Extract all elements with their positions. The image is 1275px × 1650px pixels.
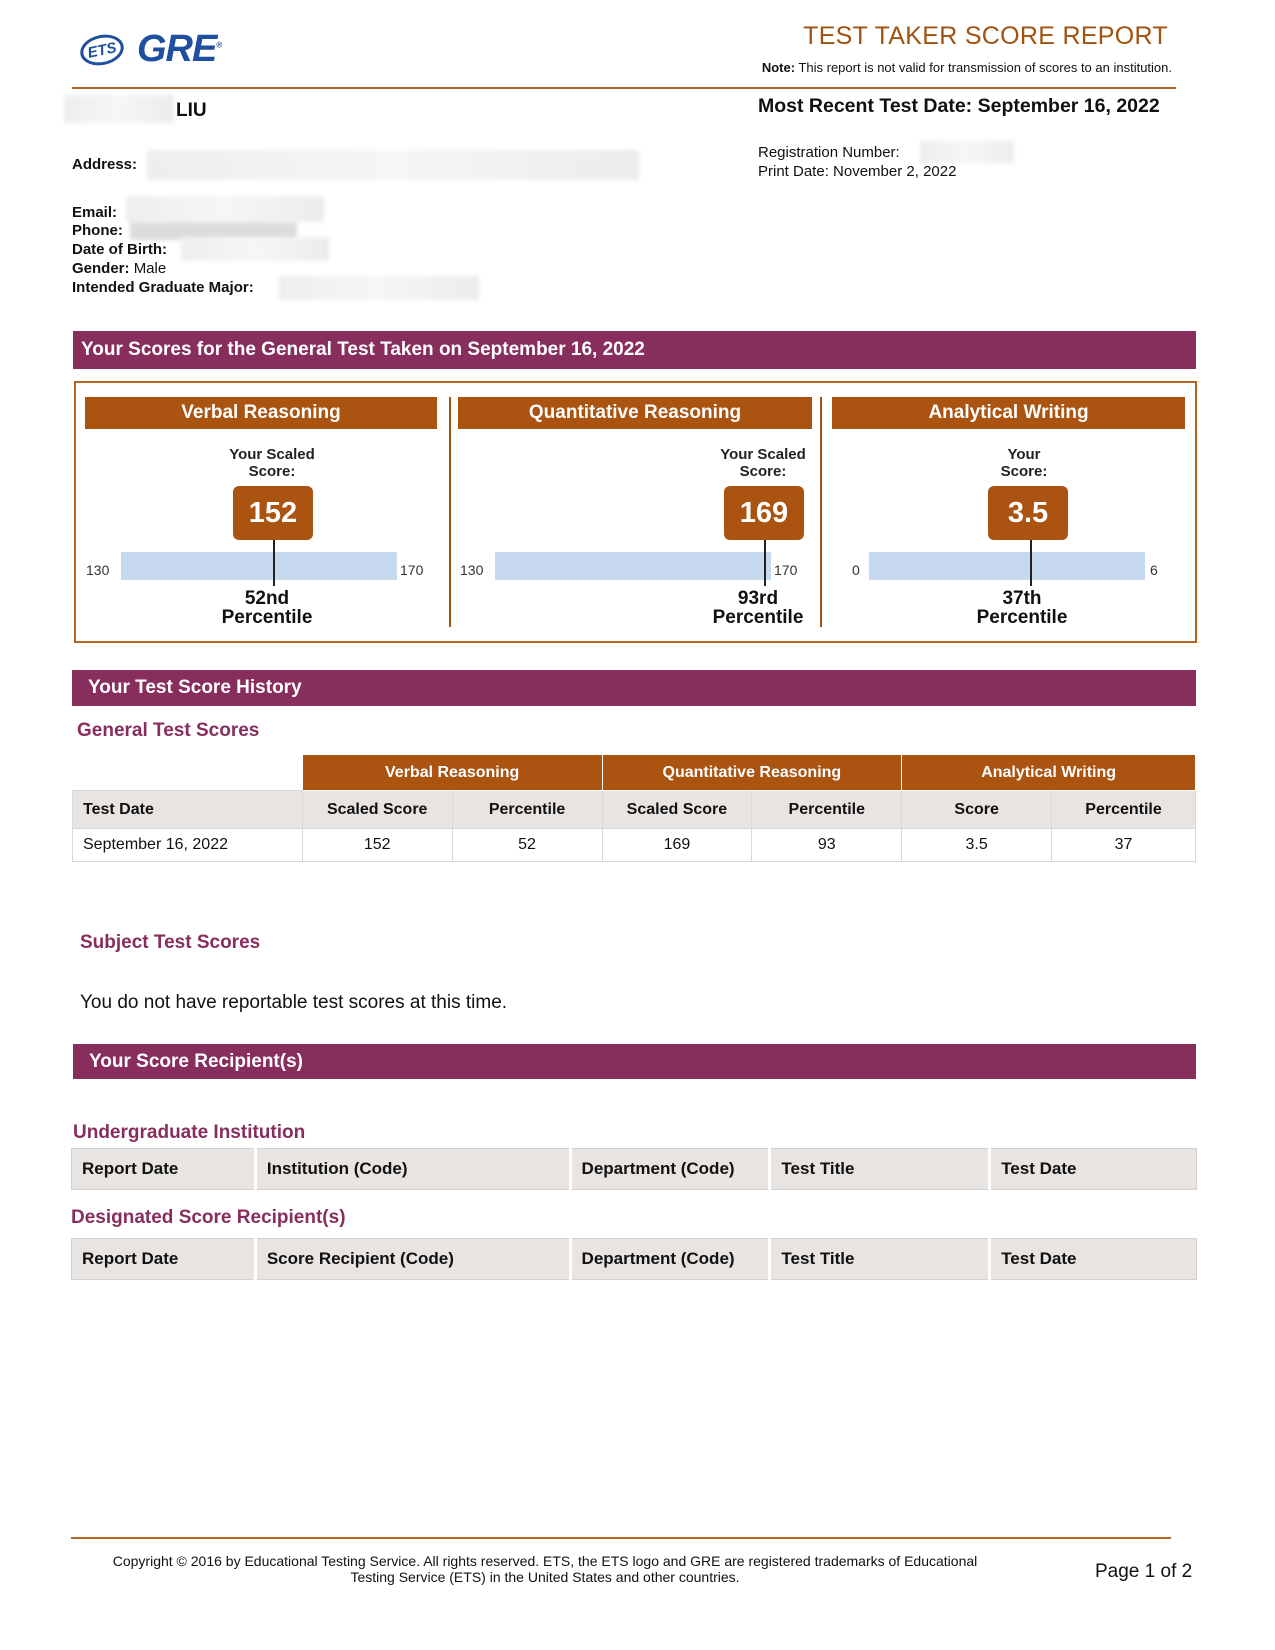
gender-line	[72, 260, 166, 277]
most-recent-test-date: Most Recent Test Date: September 16, 2022	[758, 95, 1160, 117]
writing-caption-line1: Your	[1007, 446, 1041, 463]
table-group-quant: Quantitative Reasoning	[602, 755, 902, 791]
header-divider	[72, 87, 1176, 89]
writing-percentile-value: 37th	[1002, 588, 1042, 609]
writing-panel-title: Analytical Writing	[832, 397, 1185, 429]
column-header: Percentile	[752, 791, 902, 829]
table-cell: 152	[302, 829, 452, 862]
subject-test-message: You do not have reportable test scores at this time.	[80, 992, 508, 1013]
quant-min: 130	[460, 562, 484, 578]
footer-divider	[71, 1537, 1171, 1539]
ets-logo-text: ETS	[85, 38, 119, 62]
quant-score-track	[495, 552, 771, 580]
redacted-first-name	[64, 95, 174, 123]
quant-caption	[703, 446, 823, 480]
verbal-percentile-label: Percentile	[221, 607, 313, 628]
column-header: Test Date	[990, 1149, 1197, 1190]
table-header-row	[72, 1239, 1197, 1280]
designated-recipients-table	[71, 1238, 1197, 1280]
table-cell: 37	[1052, 829, 1196, 862]
redacted-registration-number	[920, 141, 1014, 163]
history-section-header	[72, 670, 1196, 706]
table-cell: 52	[452, 829, 602, 862]
verbal-max: 170	[400, 562, 424, 578]
verbal-percentile	[197, 589, 337, 627]
gender-value: Male	[133, 260, 167, 277]
writing-panel	[832, 397, 1185, 429]
table-header-row	[72, 1149, 1197, 1190]
email-label: Email:	[72, 204, 118, 221]
quant-panel-title: Quantitative Reasoning	[458, 397, 812, 429]
table-group-writing: Analytical Writing	[902, 755, 1196, 791]
quant-percentile	[688, 589, 828, 627]
registered-mark-icon: ®	[216, 40, 222, 50]
gre-logo	[137, 28, 221, 71]
column-header: Test Date	[990, 1239, 1197, 1280]
subject-test-scores-heading: Subject Test Scores	[80, 932, 261, 953]
column-header: Institution (Code)	[255, 1149, 570, 1190]
quant-caption-line2: Score:	[739, 463, 787, 480]
writing-caption-line2: Score:	[1000, 463, 1048, 480]
writing-score-track	[869, 552, 1145, 580]
general-test-scores-heading: General Test Scores	[77, 720, 260, 741]
recipients-section-title: Your Score Recipient(s)	[89, 1050, 303, 1072]
note-text: This report is not valid for transmission of scores to an institution.	[798, 60, 1172, 75]
scores-section-title: Your Scores for the General Test Taken on September 16, 2022	[81, 339, 645, 360]
writing-needle	[1030, 540, 1032, 586]
redacted-dob	[181, 237, 329, 261]
table-cell-test-date: September 16, 2022	[73, 829, 303, 862]
writing-percentile	[952, 589, 1092, 627]
table-cell: 3.5	[902, 829, 1052, 862]
verbal-needle	[273, 540, 275, 586]
report-note	[762, 60, 1172, 75]
recipients-section-header	[73, 1044, 1196, 1079]
column-header: Scaled Score	[602, 791, 752, 829]
column-header: Percentile	[1052, 791, 1196, 829]
quant-percentile-label: Percentile	[712, 607, 804, 628]
quant-needle	[764, 540, 766, 586]
column-header: Test Title	[770, 1149, 990, 1190]
column-header: Score Recipient (Code)	[255, 1239, 570, 1280]
column-header: Score	[902, 791, 1052, 829]
quant-caption-line1: Your Scaled	[720, 446, 806, 463]
copyright-line2: Testing Service (ETS) in the United States and other countries.	[350, 1569, 740, 1585]
undergraduate-institution-heading: Undergraduate Institution	[73, 1122, 306, 1143]
column-header: Test Title	[770, 1239, 990, 1280]
verbal-score-badge: 152	[233, 486, 313, 540]
copyright-line1: Copyright © 2016 by Educational Testing Service. All rights reserved. ETS, the ETS logo and GRE are registered trademarks of Educational	[112, 1553, 978, 1569]
table-cell: 169	[602, 829, 752, 862]
writing-max: 6	[1150, 562, 1158, 578]
gender-label: Gender:	[72, 260, 130, 277]
writing-percentile-label: Percentile	[976, 607, 1068, 628]
candidate-last-name: LIU	[176, 100, 207, 121]
verbal-caption	[212, 446, 332, 480]
table-group-verbal: Verbal Reasoning	[302, 755, 602, 791]
column-header: Report Date	[72, 1239, 256, 1280]
writing-min: 0	[852, 562, 860, 578]
column-header: Report Date	[72, 1149, 256, 1190]
column-header: Scaled Score	[302, 791, 452, 829]
column-header: Percentile	[452, 791, 602, 829]
redacted-email	[126, 196, 324, 222]
table-group-blank	[73, 755, 303, 791]
address-label: Address:	[72, 156, 138, 173]
column-header: Department (Code)	[570, 1149, 770, 1190]
dob-label: Date of Birth:	[72, 241, 167, 258]
table-header-row	[73, 791, 1196, 829]
panel-divider	[449, 397, 451, 627]
column-header: Department (Code)	[570, 1239, 770, 1280]
verbal-caption-line2: Score:	[248, 463, 296, 480]
quant-percentile-value: 93rd	[737, 588, 779, 609]
quant-panel	[458, 397, 812, 429]
writing-score-badge: 3.5	[988, 486, 1068, 540]
print-date: Print Date: November 2, 2022	[758, 163, 957, 180]
scores-section-header	[73, 331, 1196, 369]
report-title: TEST TAKER SCORE REPORT	[803, 22, 1168, 50]
verbal-min: 130	[86, 562, 110, 578]
ets-logo	[77, 31, 126, 69]
column-header: Test Date	[73, 791, 303, 829]
writing-caption	[964, 446, 1084, 480]
quant-max: 170	[774, 562, 798, 578]
page-number: Page 1 of 2	[1095, 1561, 1193, 1582]
verbal-caption-line1: Your Scaled	[229, 446, 315, 463]
redacted-address	[147, 150, 639, 180]
quant-score-badge: 169	[724, 486, 804, 540]
general-scores-table	[72, 754, 1196, 862]
verbal-panel-title: Verbal Reasoning	[85, 397, 437, 429]
designated-recipients-heading: Designated Score Recipient(s)	[71, 1207, 346, 1228]
verbal-panel	[85, 397, 437, 429]
copyright-notice	[60, 1553, 1030, 1585]
redacted-major	[279, 276, 479, 300]
phone-label: Phone:	[72, 222, 123, 239]
verbal-percentile-value: 52nd	[244, 588, 290, 609]
gre-logo-text: GRE	[137, 28, 217, 70]
table-group-header-row	[73, 755, 1196, 791]
history-section-title: Your Test Score History	[88, 677, 302, 698]
note-label: Note:	[761, 60, 796, 75]
registration-label: Registration Number:	[758, 144, 900, 161]
verbal-score-track	[121, 552, 397, 580]
major-label: Intended Graduate Major:	[72, 279, 254, 296]
table-row	[73, 829, 1196, 862]
table-cell: 93	[752, 829, 902, 862]
undergraduate-institution-table	[71, 1148, 1197, 1190]
